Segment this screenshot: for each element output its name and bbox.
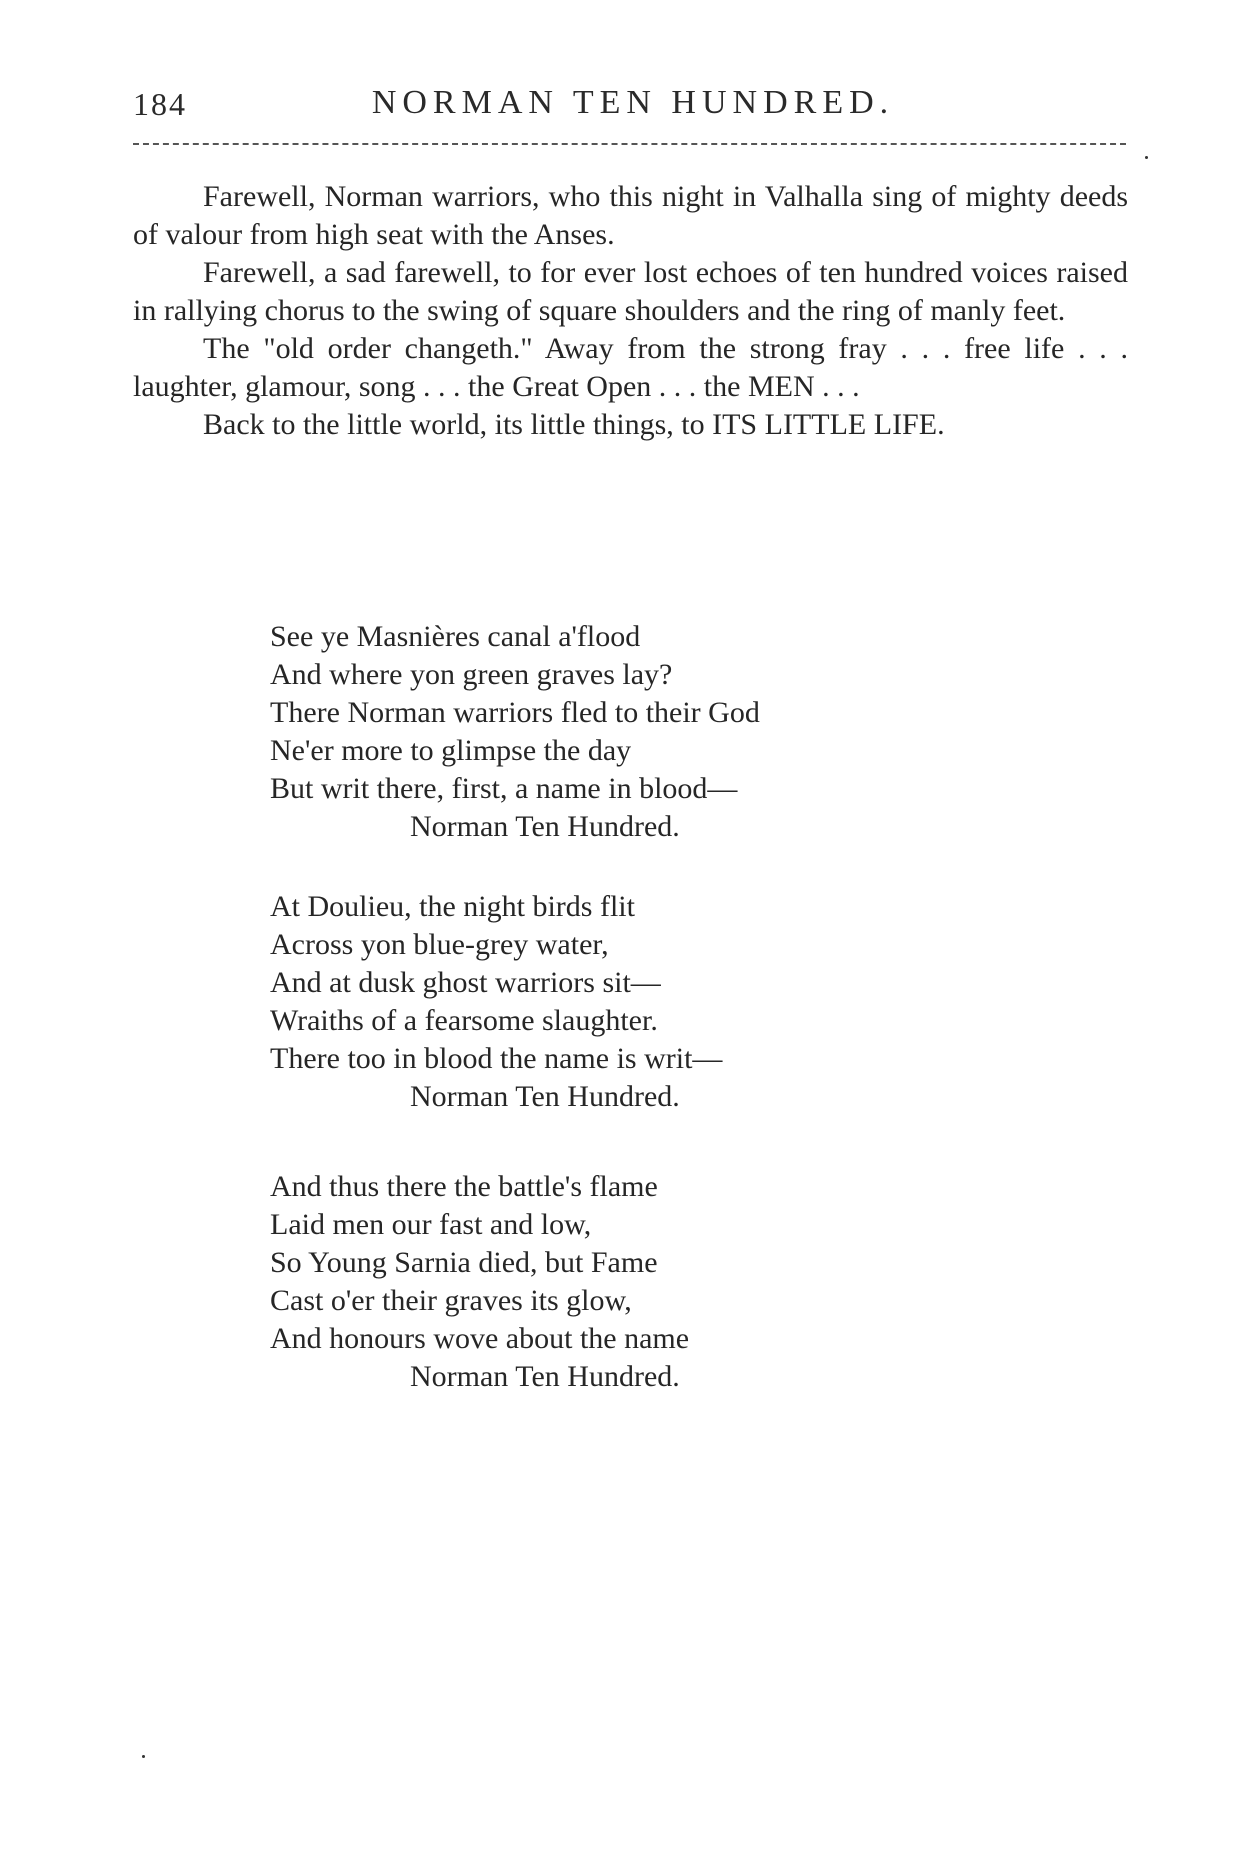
poem-line: Cast o'er their graves its glow, bbox=[270, 1284, 632, 1317]
poem-line: Ne'er more to glimpse the day bbox=[270, 734, 632, 767]
poem-line: Laid men our fast and low, bbox=[270, 1208, 592, 1241]
poem-line: There Norman warriors fled to their God bbox=[270, 696, 760, 729]
bottom-speck bbox=[142, 1755, 145, 1758]
running-head: NORMAN TEN HUNDRED. bbox=[371, 84, 895, 121]
poem-line: But writ there, first, a name in blood— bbox=[270, 772, 738, 805]
poem-refrain: Norman Ten Hundred. bbox=[410, 810, 680, 843]
poem-stanza bbox=[270, 1168, 970, 1396]
poem-stanza bbox=[270, 888, 970, 1116]
poem-refrain: Norman Ten Hundred. bbox=[410, 1360, 680, 1393]
prose-paragraph: Farewell, a sad farewell, to for ever lost echoes of ten hundred voices raised in rallying chorus to the swing of square shoulders and the ring of manly feet. bbox=[133, 256, 1128, 327]
poem-line: Wraiths of a fearsome slaughter. bbox=[270, 1004, 658, 1037]
poem-line: So Young Sarnia died, but Fame bbox=[270, 1246, 658, 1279]
poem-line: And honours wove about the name bbox=[270, 1322, 690, 1355]
poem-line: And where yon green graves lay? bbox=[270, 658, 673, 691]
prose-paragraph: The "old order changeth." Away from the strong fray . . . free life . . . laughter, glamour, song . . . the Great Open . . . the MEN . . . bbox=[133, 332, 1128, 403]
poem-refrain: Norman Ten Hundred. bbox=[410, 1080, 680, 1113]
poem-line: See ye Masnières canal a'flood bbox=[270, 620, 641, 653]
prose-paragraph: Farewell, Norman warriors, who this night in Valhalla sing of mighty deeds of valour from high seat with the Anses. bbox=[133, 180, 1128, 251]
page-header bbox=[133, 80, 1133, 140]
margin-speck bbox=[1145, 156, 1148, 159]
poem-stanza bbox=[270, 618, 970, 846]
prose-block bbox=[133, 178, 1128, 444]
poem-line: And at dusk ghost warriors sit— bbox=[270, 966, 661, 999]
poem-line: And thus there the battle's flame bbox=[270, 1170, 658, 1203]
page-number: 184 bbox=[133, 86, 187, 122]
poem-line: At Doulieu, the night birds flit bbox=[270, 890, 635, 923]
poem-line: There too in blood the name is writ— bbox=[270, 1042, 723, 1075]
prose-paragraph: Back to the little world, its little things, to ITS LITTLE LIFE. bbox=[203, 408, 945, 441]
header-rule bbox=[133, 143, 1126, 145]
poem-line: Across yon blue-grey water, bbox=[270, 928, 609, 961]
